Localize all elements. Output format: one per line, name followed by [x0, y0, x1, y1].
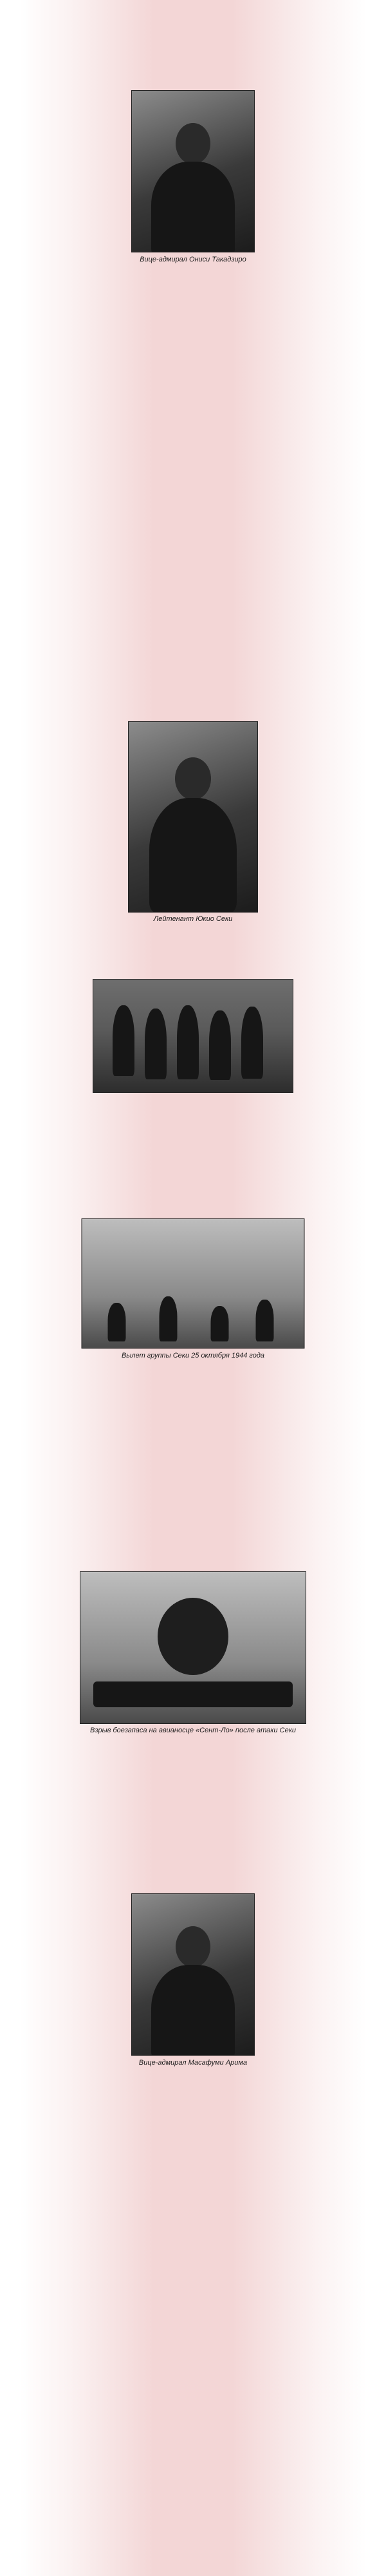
onishi-caption: Вице-адмирал Ониси Такадзиро [140, 256, 246, 263]
seki-caption: Лейтенант Юкио Секи [153, 915, 233, 923]
arima-portrait-photo [131, 1893, 255, 2056]
group-farewell-photo [93, 979, 293, 1093]
arima-caption: Вице-адмирал Масафуми Арима [138, 2059, 248, 2067]
saint-lo-explosion-photo [80, 1571, 306, 1724]
seki-portrait-photo [128, 721, 258, 913]
sortie-caption: Вылет группы Секи 25 октября 1944 года [121, 1352, 265, 1359]
saint-lo-caption: Взрыв боезапаса на авианосце «Сент-Ло» после атаки Секи [90, 1727, 296, 1734]
sortie-photo [82, 1218, 305, 1349]
onishi-portrait-photo [131, 90, 255, 252]
